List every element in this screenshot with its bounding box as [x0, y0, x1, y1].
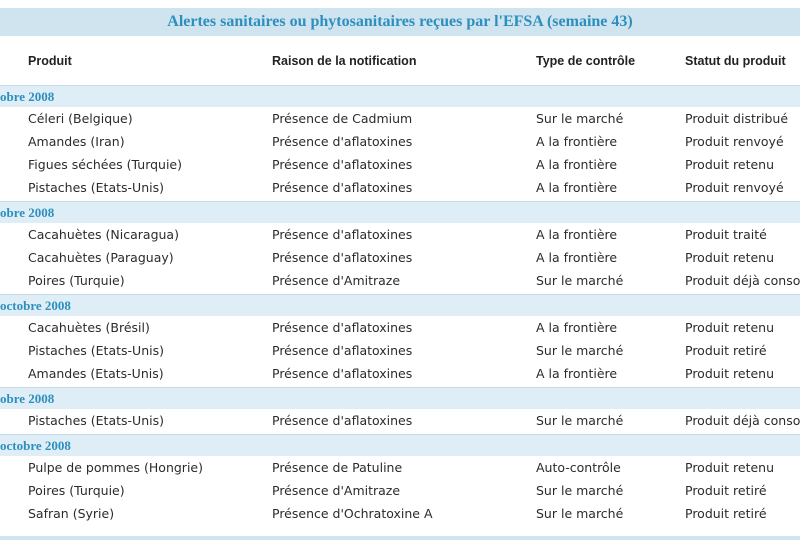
cell-raison: Présence d'aflatoxines: [272, 134, 413, 149]
cell-raison: Présence d'Amitraze: [272, 273, 401, 288]
cell-statut: Produit retenu: [685, 366, 775, 381]
cell-statut: Produit retenu: [685, 250, 775, 265]
cell-raison: Présence de Cadmium: [272, 111, 413, 126]
cell-produit: Pistaches (Etats-Unis): [28, 180, 164, 195]
table-row: [0, 153, 800, 176]
cell-raison: Présence d'aflatoxines: [272, 180, 413, 195]
cell-type: Sur le marché: [536, 413, 624, 428]
cell-statut: Produit retenu: [685, 320, 775, 335]
cell-type: A la frontière: [536, 227, 618, 242]
table-bottom-divider: [0, 536, 800, 540]
cell-produit: Pistaches (Etats-Unis): [28, 413, 164, 428]
cell-statut: Produit retenu: [685, 460, 775, 475]
cell-produit: Figues séchées (Turquie): [28, 157, 183, 172]
cell-raison: Présence d'Amitraze: [272, 483, 401, 498]
cell-produit: Amandes (Etats-Unis): [28, 366, 164, 381]
table-row: [0, 246, 800, 269]
cell-produit: Céleri (Belgique): [28, 111, 133, 126]
cell-raison: Présence d'aflatoxines: [272, 157, 413, 172]
date-group-row: [0, 294, 800, 316]
date-group-row: [0, 434, 800, 456]
cell-produit: Cacahuètes (Brésil): [28, 320, 150, 335]
cell-raison: Présence d'aflatoxines: [272, 227, 413, 242]
table-row: [0, 130, 800, 153]
table-header: [0, 44, 800, 82]
date-group-row: [0, 387, 800, 409]
cell-raison: Présence d'aflatoxines: [272, 320, 413, 335]
column-header-raison: Raison de la notification: [272, 54, 417, 68]
cell-type: A la frontière: [536, 180, 618, 195]
cell-produit: Poires (Turquie): [28, 483, 125, 498]
table-row: [0, 176, 800, 199]
cell-statut: Produit distribué: [685, 111, 789, 126]
cell-statut: Produit déjà conso: [685, 273, 800, 288]
cell-type: A la frontière: [536, 366, 618, 381]
cell-type: Sur le marché: [536, 111, 624, 126]
cell-produit: Poires (Turquie): [28, 273, 125, 288]
cell-statut: Produit retiré: [685, 506, 767, 521]
column-header-produit: Produit: [28, 54, 72, 68]
date-group-label: octobre 2008: [0, 438, 71, 453]
cell-type: A la frontière: [536, 134, 618, 149]
cell-statut: Produit renvoyé: [685, 134, 784, 149]
column-header-statut: Statut du produit: [685, 54, 786, 68]
column-header-type: Type de contrôle: [536, 54, 636, 68]
cell-raison: Présence d'aflatoxines: [272, 366, 413, 381]
cell-produit: Safran (Syrie): [28, 506, 115, 521]
cell-type: A la frontière: [536, 157, 618, 172]
cell-raison: Présence d'Ochratoxine A: [272, 506, 433, 521]
date-group-row: [0, 85, 800, 107]
cell-type: Sur le marché: [536, 506, 624, 521]
date-group-row: [0, 201, 800, 223]
cell-statut: Produit renvoyé: [685, 180, 784, 195]
table-row: [0, 316, 800, 339]
cell-raison: Présence de Patuline: [272, 460, 403, 475]
table-title: Alertes sanitaires ou phytosanitaires reçues par l'EFSA (semaine 43): [0, 8, 800, 36]
cell-produit: Pistaches (Etats-Unis): [28, 343, 164, 358]
cell-raison: Présence d'aflatoxines: [272, 413, 413, 428]
cell-statut: Produit retenu: [685, 157, 775, 172]
cell-statut: Produit retiré: [685, 483, 767, 498]
table-row: [0, 339, 800, 362]
cell-produit: Amandes (Iran): [28, 134, 125, 149]
table-row: [0, 223, 800, 246]
cell-type: A la frontière: [536, 320, 618, 335]
table-row: [0, 107, 800, 130]
cell-raison: Présence d'aflatoxines: [272, 343, 413, 358]
cell-raison: Présence d'aflatoxines: [272, 250, 413, 265]
cell-statut: Produit retiré: [685, 343, 767, 358]
date-group-label: obre 2008: [0, 205, 55, 220]
cell-produit: Cacahuètes (Nicaragua): [28, 227, 179, 242]
cell-type: Sur le marché: [536, 343, 624, 358]
cell-produit: Cacahuètes (Paraguay): [28, 250, 174, 265]
cell-type: A la frontière: [536, 250, 618, 265]
cell-statut: Produit déjà conso: [685, 413, 800, 428]
table-row: [0, 479, 800, 502]
date-group-label: octobre 2008: [0, 298, 71, 313]
table-row: [0, 362, 800, 385]
date-group-label: obre 2008: [0, 89, 55, 104]
table-row: [0, 409, 800, 432]
table-row: [0, 502, 800, 525]
cell-statut: Produit traité: [685, 227, 767, 242]
cell-type: Sur le marché: [536, 273, 624, 288]
date-group-label: obre 2008: [0, 391, 55, 406]
cell-type: Auto-contrôle: [536, 460, 621, 475]
table-row: [0, 456, 800, 479]
cell-produit: Pulpe de pommes (Hongrie): [28, 460, 203, 475]
table-row: [0, 269, 800, 292]
cell-type: Sur le marché: [536, 483, 624, 498]
